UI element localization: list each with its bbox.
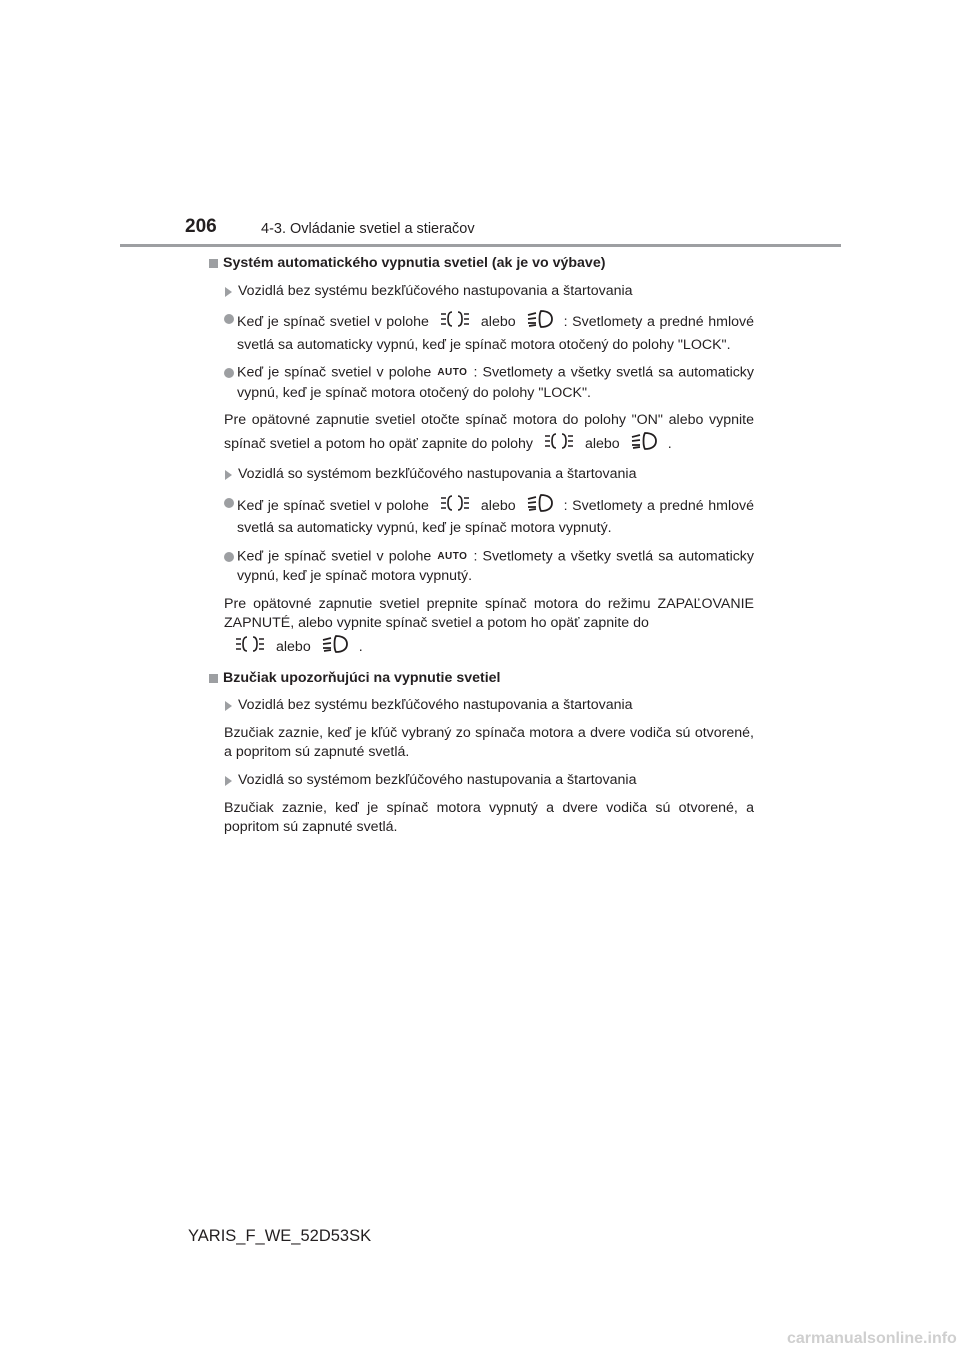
round-bullet-icon (224, 314, 234, 324)
fog-light-icon (439, 309, 471, 336)
auto-icon: AUTO (437, 367, 468, 379)
watermark: carmanualsonline.info (787, 1330, 957, 1347)
header-divider (120, 244, 841, 247)
bullet-item: Keď je spínač svetiel v polohe alebo : Svetlomety a predné hmlové svetlá sa automaticky vypnú, keď je spínač motora vypnutý. (209, 493, 754, 539)
auto-icon: AUTO (437, 551, 468, 563)
headlight-icon (630, 431, 658, 458)
subheading-without-smart-key: Vozidlá bez systému bezkľúčového nastupovania a štartovania (209, 282, 754, 302)
headlight-icon (321, 634, 349, 661)
square-bullet-icon (209, 674, 218, 683)
paragraph: Bzučiak zaznie, keď je kľúč vybraný zo spínača motora a dvere vodiča sú otvorené, a popritom sú zapnuté svetlá. (224, 724, 754, 761)
heading-buzzer: Bzučiak upozorňujúci na vypnutie svetiel (209, 669, 754, 689)
content (209, 254, 754, 846)
paragraph: Bzučiak zaznie, keď je spínač motora vypnutý a dvere vodiča sú otvorené, a popritom sú zapnuté svetlá. (224, 799, 754, 836)
square-bullet-icon (209, 259, 218, 268)
bullet-item: Keď je spínač svetiel v polohe alebo : Svetlomety a predné hmlové svetlá sa automaticky vypnú, keď je spínač motora otočený do polohy "LOCK". (209, 309, 754, 355)
headlight-icon (526, 493, 554, 520)
bullet-item: Keď je spínač svetiel v polohe AUTO : Svetlomety a všetky svetlá sa automaticky vypnú, keď je spínač motora otočený do polohy "LOCK". (209, 363, 754, 403)
round-bullet-icon (224, 498, 234, 508)
fog-light-icon (439, 493, 471, 520)
headlight-icon (526, 309, 554, 336)
triangle-bullet-icon (225, 776, 232, 786)
subheading-without-smart-key: Vozidlá bez systému bezkľúčového nastupovania a štartovania (209, 696, 754, 716)
page-number: 206 (185, 216, 217, 237)
paragraph: Pre opätovné zapnutie svetiel prepnite spínač motora do režimu ZAPAĽOVANIE ZAPNUTÉ, alebo vypnite spínač svetiel a potom ho opäť zapnite do alebo . (209, 595, 754, 661)
round-bullet-icon (224, 552, 234, 562)
section-title: 4-3. Ovládanie svetiel a stieračov (261, 221, 475, 237)
fog-light-icon (234, 634, 266, 661)
subheading-with-smart-key: Vozidlá so systémom bezkľúčového nastupovania a štartovania (209, 465, 754, 485)
bullet-item: Keď je spínač svetiel v polohe AUTO : Svetlomety a všetky svetlá sa automaticky vypnú, keď je spínač motora vypnutý. (209, 547, 754, 587)
triangle-bullet-icon (225, 287, 232, 297)
heading-auto-off: Systém automatického vypnutia svetiel (ak je vo výbave) (209, 254, 754, 274)
subheading-with-smart-key: Vozidlá so systémom bezkľúčového nastupovania a štartovania (209, 771, 754, 791)
round-bullet-icon (224, 368, 234, 378)
paragraph: Pre opätovné zapnutie svetiel otočte spínač motora do polohy "ON" alebo vypnite spínač svetiel a potom ho opäť zapnite do polohy alebo . (209, 411, 754, 457)
fog-light-icon (543, 431, 575, 458)
triangle-bullet-icon (225, 701, 232, 711)
document-code: YARIS_F_WE_52D53SK (188, 1227, 372, 1245)
triangle-bullet-icon (225, 470, 232, 480)
